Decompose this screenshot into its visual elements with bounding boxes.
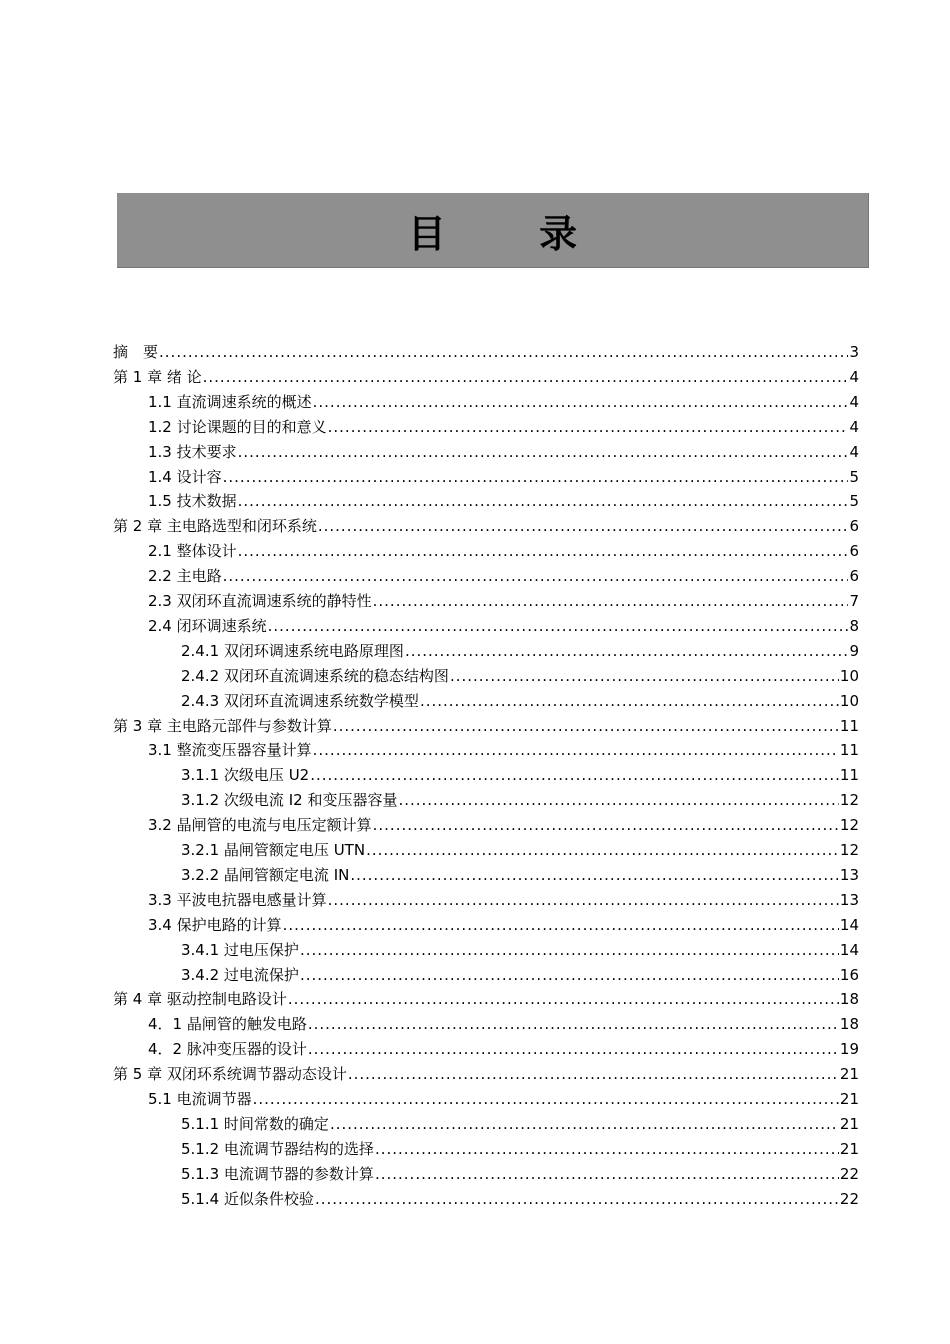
toc-leader-dots — [238, 539, 849, 563]
toc-entry-label: 3.3 平波电抗器电感量计算 — [148, 890, 327, 909]
toc-leader-dots — [288, 987, 839, 1011]
toc-entry-label: 第 5 章 双闭环系统调节器动态设计 — [113, 1065, 347, 1084]
toc-entry-page: 4 — [849, 442, 859, 461]
toc-entry-label: 3.2 晶闸管的电流与电压定额计算 — [148, 816, 372, 835]
toc-entry[interactable] — [181, 664, 859, 688]
toc-entry[interactable] — [148, 440, 859, 464]
toc-entry-page: 21 — [839, 1114, 859, 1133]
toc-entry[interactable] — [181, 1187, 859, 1211]
toc-entry-label: 3.1.2 次级电流 I2 和变压器容量 — [181, 791, 398, 810]
toc-entry-page: 21 — [839, 1090, 859, 1108]
toc-entry[interactable] — [113, 987, 859, 1011]
toc-leader-dots — [300, 963, 839, 987]
toc-leader-dots — [159, 340, 848, 364]
toc-leader-dots — [238, 489, 849, 513]
toc-entry-label: 2.4.3 双闭环直流调速系统数学模型 — [181, 691, 419, 710]
toc-entry[interactable] — [148, 1012, 859, 1036]
toc-leader-dots — [328, 888, 839, 912]
toc-entry-label: 4．2 脉冲变压器的设计 — [148, 1040, 307, 1059]
toc-entry-label: 3.2.2 晶闸管额定电流 IN — [181, 865, 350, 884]
toc-entry-label: 2.4.1 双闭环调速系统电路原理图 — [181, 641, 404, 660]
toc-entry-label: 5.1 电流调节器 — [148, 1090, 252, 1108]
toc-entry-page: 22 — [839, 1189, 859, 1208]
toc-entry-page: 6 — [849, 567, 859, 586]
toc-entry[interactable] — [148, 913, 859, 937]
toc-entry-page: 18 — [839, 1015, 859, 1034]
toc-entry-page: 18 — [839, 990, 859, 1009]
toc-entry[interactable] — [148, 390, 859, 414]
toc-entry[interactable] — [181, 1162, 859, 1186]
toc-entry-label: 3.1 整流变压器容量计算 — [148, 741, 312, 760]
toc-entry-label: 摘 要 — [113, 343, 159, 361]
toc-entry-label: 2.1 整体设计 — [148, 542, 237, 561]
toc-entry[interactable] — [148, 589, 859, 613]
toc-entry[interactable] — [181, 639, 859, 663]
toc-entry-label: 1.3 技术要求 — [148, 442, 237, 461]
toc-entry[interactable] — [181, 938, 859, 962]
toc-leader-dots — [300, 938, 839, 962]
toc-leader-dots — [375, 1162, 839, 1186]
toc-entry-label: 第 2 章 主电路选型和闭环系统 — [113, 517, 317, 536]
toc-entry-page: 6 — [849, 542, 859, 561]
toc-entry-page: 10 — [839, 691, 859, 710]
toc-entry-page: 11 — [839, 741, 859, 760]
toc-leader-dots — [308, 1012, 839, 1036]
toc-entry-label: 第 4 章 驱动控制电路设计 — [113, 990, 287, 1009]
toc-entry[interactable] — [181, 689, 859, 713]
toc-entry-label: 3.1.1 次级电压 U2 — [181, 766, 310, 785]
toc-leader-dots — [310, 763, 839, 787]
toc-title-banner — [117, 193, 869, 268]
toc-entry-label: 2.4.2 双闭环直流调速系统的稳态结构图 — [181, 666, 449, 685]
toc-entry[interactable] — [181, 863, 859, 887]
toc-entry-page: 5 — [849, 492, 859, 511]
toc-entry-label: 2.2 主电路 — [148, 567, 222, 586]
toc-entry-page: 12 — [839, 791, 859, 810]
toc-entry[interactable] — [113, 340, 859, 364]
toc-entry-page: 12 — [839, 816, 859, 835]
toc-leader-dots — [348, 1062, 839, 1086]
toc-entry-page: 10 — [839, 666, 859, 685]
toc-entry[interactable] — [113, 365, 859, 389]
toc-leader-dots — [450, 664, 839, 688]
toc-leader-dots — [405, 639, 849, 663]
toc-entry-label: 3.2.1 晶闸管额定电压 UTN — [181, 841, 366, 859]
toc-entry-page: 3 — [849, 343, 859, 361]
toc-entry[interactable] — [148, 888, 859, 912]
toc-entry[interactable] — [113, 714, 859, 738]
toc-entry-page: 14 — [839, 940, 859, 959]
toc-entry[interactable] — [148, 465, 859, 489]
toc-entry[interactable] — [148, 738, 859, 762]
toc-entry-label: 1.5 技术数据 — [148, 492, 237, 511]
toc-entry-page: 12 — [839, 841, 859, 859]
toc-entry-page: 11 — [839, 766, 859, 785]
toc-title: 目 录 — [407, 211, 618, 256]
toc-entry-label: 3.4.2 过电流保护 — [181, 965, 299, 984]
toc-entry-label: 5.1.1 时间常数的确定 — [181, 1114, 329, 1133]
toc-entry-page: 5 — [849, 467, 859, 486]
toc-entry[interactable] — [181, 963, 859, 987]
toc-entry-page: 6 — [849, 517, 859, 536]
toc-leader-dots — [398, 788, 838, 812]
toc-leader-dots — [350, 863, 839, 887]
toc-entry-page: 7 — [849, 592, 859, 610]
toc-entry-page: 4 — [849, 417, 859, 436]
toc-leader-dots — [328, 415, 849, 439]
toc-entry-label: 3.4 保护电路的计算 — [148, 915, 282, 934]
toc-entry-label: 第 1 章 绪 论 — [113, 367, 202, 386]
toc-entry[interactable] — [181, 838, 859, 862]
toc-leader-dots — [330, 1112, 839, 1136]
toc-entry-page: 13 — [839, 890, 859, 909]
toc-leader-dots — [223, 465, 849, 489]
toc-entry[interactable] — [181, 763, 859, 787]
toc-entry-label: 5.1.4 近似条件校验 — [181, 1189, 314, 1208]
toc-entry[interactable] — [181, 788, 859, 812]
toc-entry-page: 8 — [849, 616, 859, 635]
toc-entry-page: 13 — [839, 865, 859, 884]
toc-leader-dots — [238, 440, 849, 464]
toc-leader-dots — [333, 714, 839, 738]
toc-leader-dots — [420, 689, 839, 713]
toc-leader-dots — [315, 1187, 839, 1211]
toc-entry-label: 2.4 闭环调速系统 — [148, 616, 267, 635]
toc-entry-label: 5.1.2 电流调节器结构的选择 — [181, 1139, 374, 1158]
toc-entry[interactable] — [148, 415, 859, 439]
toc-leader-dots — [253, 1087, 839, 1111]
toc-entry-label: 1.1 直流调速系统的概述 — [148, 392, 312, 411]
toc-entry[interactable] — [113, 514, 859, 538]
toc-leader-dots — [375, 1137, 839, 1161]
toc-entry[interactable] — [148, 564, 859, 588]
toc-entry-label: 3.4.1 过电压保护 — [181, 940, 299, 959]
toc-entry-label: 2.3 双闭环直流调速系统的静特性 — [148, 592, 372, 610]
toc-entry-label: 1.2 讨论课题的目的和意义 — [148, 417, 327, 436]
toc-entry-page: 4 — [849, 392, 859, 411]
toc-leader-dots — [308, 1037, 839, 1061]
toc-leader-dots — [366, 838, 839, 862]
toc-entry[interactable] — [181, 1137, 859, 1161]
toc-entry[interactable] — [113, 1062, 859, 1086]
toc-leader-dots — [313, 738, 839, 762]
toc-entry-page: 21 — [839, 1139, 859, 1158]
toc-entry-page: 11 — [839, 716, 859, 735]
toc-entry[interactable] — [148, 539, 859, 563]
toc-entry-page: 4 — [849, 367, 859, 386]
toc-entry[interactable] — [181, 1112, 859, 1136]
toc-entry[interactable] — [148, 1037, 859, 1061]
toc-leader-dots — [283, 913, 839, 937]
toc-entry-label: 5.1.3 电流调节器的参数计算 — [181, 1164, 374, 1183]
toc-entry[interactable] — [148, 813, 859, 837]
toc-entry-page: 19 — [839, 1040, 859, 1059]
toc-leader-dots — [223, 564, 849, 588]
toc-entry-label: 1.4 设计容 — [148, 467, 222, 486]
toc-leader-dots — [313, 390, 849, 414]
toc-entry[interactable] — [148, 1087, 859, 1111]
toc-leader-dots — [203, 365, 849, 389]
toc-entry-label: 4．1 晶闸管的触发电路 — [148, 1015, 307, 1034]
toc-leader-dots — [318, 514, 849, 538]
toc-leader-dots — [268, 614, 849, 638]
toc-leader-dots — [373, 589, 849, 613]
toc-entry-page: 22 — [839, 1164, 859, 1183]
toc-entry-label: 第 3 章 主电路元部件与参数计算 — [113, 716, 332, 735]
toc-entry-page: 16 — [839, 965, 859, 984]
toc-leader-dots — [373, 813, 839, 837]
toc-entry-page: 21 — [839, 1065, 859, 1084]
toc-entry-page: 14 — [839, 915, 859, 934]
toc-entry-page: 9 — [849, 641, 859, 660]
toc-entry[interactable] — [148, 489, 859, 513]
toc-entry[interactable] — [148, 614, 859, 638]
